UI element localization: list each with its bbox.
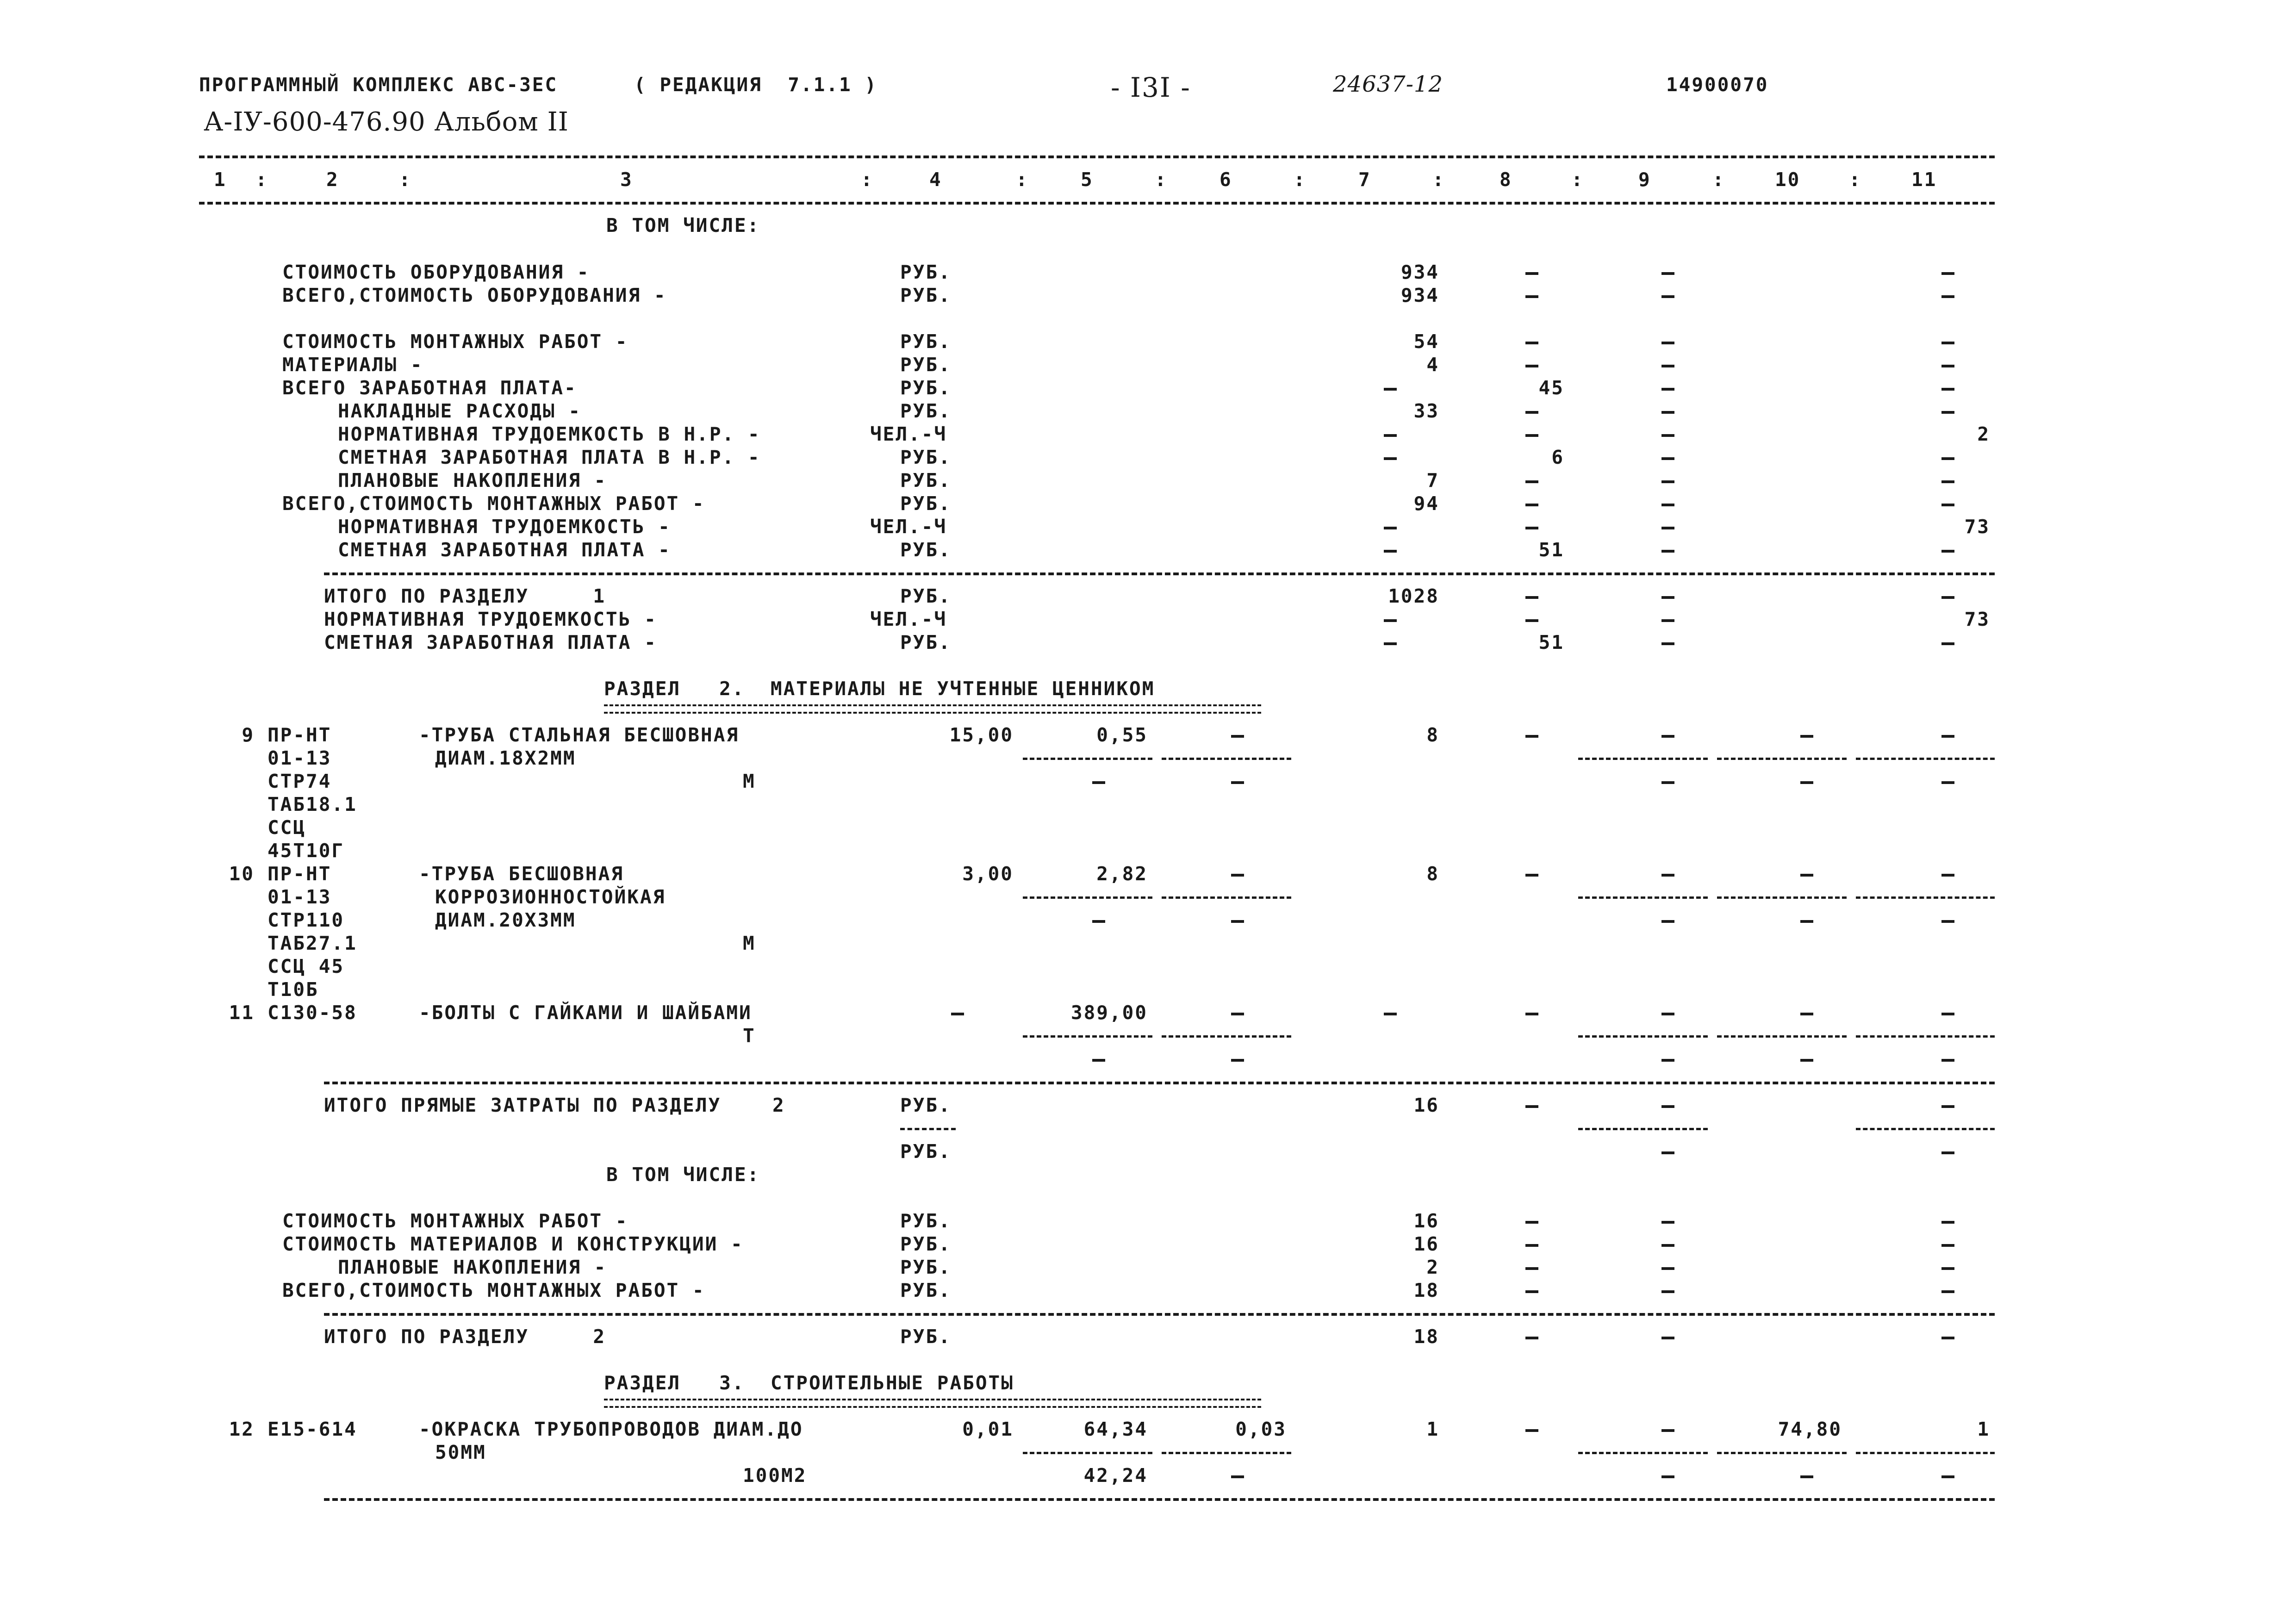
incl-heading: В ТОМ ЧИСЛЕ: [606,214,760,236]
col-header-9: 9 [1638,168,1651,191]
dash-mark [1525,619,1538,622]
dash-mark [1661,434,1674,437]
dash-mark [1525,1221,1538,1224]
dash-mark [1661,1290,1674,1293]
dash-mark [1941,295,1954,298]
dash-mark [1525,1105,1538,1108]
dash-mark [1941,1337,1954,1339]
dash-mark [1525,295,1538,298]
dash-mark [1800,874,1813,877]
cell-rule [1717,1035,1847,1038]
col-header-2: 2 [326,168,339,191]
dash-mark [1941,1059,1954,1062]
album-title: А-IУ-600-476.90 Альбом II [204,107,569,137]
cell-rule [1856,758,1995,760]
dash-mark [1661,504,1674,506]
cell-rule [1162,896,1291,899]
dash-mark [1941,365,1954,367]
col-header-3: 3 [620,168,633,191]
dash-mark [1525,1013,1538,1015]
dash-mark [1800,735,1813,738]
cell-rule [1023,896,1152,899]
cell-rule [1856,1035,1995,1038]
dash-mark [1661,1013,1674,1015]
section3-bottom-rule [324,1498,1995,1501]
dash-mark [1941,480,1954,483]
dash-mark [1231,1059,1244,1062]
section3-title: РАЗДЕЛ 3. СТРОИТЕЛЬНЫЕ РАБОТЫ [604,1372,1014,1394]
dash-mark [1525,1429,1538,1432]
dash-mark [1941,596,1954,599]
section1-total-rule [324,572,1995,575]
dash-mark [1525,1244,1538,1247]
dash-mark [1384,388,1397,391]
doc-number: 14900070 [1666,74,1769,96]
dash-mark [1661,411,1674,414]
dash-mark [1092,781,1105,784]
dash-mark [1941,457,1954,460]
dash-mark [1941,550,1954,553]
dash-mark [1941,1290,1954,1293]
dash-mark [1661,295,1674,298]
dash-mark [1525,596,1538,599]
dash-mark [1941,342,1954,344]
dash-mark [1661,874,1674,877]
dash-mark [1525,1290,1538,1293]
page-number: - I3I - [1111,72,1191,103]
dash-mark [1661,1151,1674,1154]
dash-mark [1941,1013,1954,1015]
cell-rule [1717,758,1847,760]
dash-mark [1661,1429,1674,1432]
dash-mark [1525,1267,1538,1270]
cell-rule [1162,758,1291,760]
dash-mark [1092,1059,1105,1062]
dash-mark [1941,272,1954,275]
cell-rule [1717,896,1847,899]
dash-mark [1800,1059,1813,1062]
section2-title: РАЗДЕЛ 2. МАТЕРИАЛЫ НЕ УЧТЕННЫЕ ЦЕННИКОМ [604,678,1155,700]
cell-rule [1856,896,1995,899]
cell-rule [1578,1035,1708,1038]
dash-mark [1525,1337,1538,1339]
dash-mark [1661,619,1674,622]
dash-mark [1661,388,1674,391]
section3-underline [604,1399,1261,1408]
cell-rule [1578,896,1708,899]
dash-mark [1941,1105,1954,1108]
dash-mark [1525,874,1538,877]
dash-mark [1525,527,1538,529]
dash-mark [1661,365,1674,367]
dash-mark [1661,1059,1674,1062]
col-header-5: 5 [1081,168,1094,191]
dash-mark [1661,596,1674,599]
cell-rule [1578,1452,1708,1454]
dash-mark [1525,504,1538,506]
col-header-11: 11 [1911,168,1937,191]
dash-mark [1941,1267,1954,1270]
dash-mark [1941,920,1954,923]
dash-mark [1941,1475,1954,1478]
dash-mark [1941,1151,1954,1154]
dash-mark [1941,411,1954,414]
col-header-7: 7 [1358,168,1371,191]
dash-mark [1800,1013,1813,1015]
dash-mark [1661,642,1674,645]
dash-mark [1525,480,1538,483]
cell-rule [1578,758,1708,760]
cell-rule [1717,1452,1847,1454]
dash-mark [1384,619,1397,622]
cell-rule [1162,1452,1291,1454]
dash-mark [1661,480,1674,483]
dash-mark [1384,527,1397,529]
table-header-rule [199,202,1995,205]
dash-mark [1941,781,1954,784]
dash-mark [1525,411,1538,414]
cell-rule [1023,1452,1152,1454]
edition: ( РЕДАКЦИЯ 7.1.1 ) [634,74,877,96]
dash-mark [1384,1013,1397,1015]
dash-mark [1661,1105,1674,1108]
dash-mark [1525,735,1538,738]
dash-mark [1384,550,1397,553]
dash-mark [1384,642,1397,645]
dash-mark [1661,1221,1674,1224]
col-header-4: 4 [929,168,942,191]
dash-mark [1941,735,1954,738]
cell-rule [1023,1035,1152,1038]
dash-mark [1231,1475,1244,1478]
dash-mark [1231,874,1244,877]
col-header-1: 1 [214,168,227,191]
dash-mark [1941,504,1954,506]
handwritten-code: 24637-12 [1333,71,1443,97]
dash-mark [1661,272,1674,275]
dash-mark [1525,342,1538,344]
cell-rule [1856,1452,1995,1454]
cell-rule [1162,1035,1291,1038]
dash-mark [1661,1244,1674,1247]
dash-mark [1661,735,1674,738]
cell-rule [900,1128,956,1130]
table-top-rule [199,156,1995,158]
dash-mark [1661,920,1674,923]
dash-mark [1941,1221,1954,1224]
dash-mark [1941,388,1954,391]
dash-mark [1661,781,1674,784]
dash-mark [1661,550,1674,553]
dash-mark [1661,457,1674,460]
dash-mark [1384,434,1397,437]
dash-mark [1231,781,1244,784]
col-header-6: 6 [1220,168,1232,191]
dash-mark [1525,434,1538,437]
dash-mark [1661,527,1674,529]
section2-total-rule [324,1313,1995,1316]
dash-mark [1525,365,1538,367]
col-header-8: 8 [1500,168,1512,191]
dash-mark [1231,920,1244,923]
dash-mark [1661,1337,1674,1339]
col-header-10: 10 [1775,168,1801,191]
dash-mark [1231,1013,1244,1015]
dash-mark [1092,920,1105,923]
dash-mark [1661,1267,1674,1270]
dash-mark [1661,1475,1674,1478]
dash-mark [1800,781,1813,784]
section2-underline [604,704,1261,714]
cell-rule [1856,1128,1995,1130]
dash-mark [1661,342,1674,344]
program-name: ПРОГРАММНЫЙ КОМПЛЕКС АВС-3ЕС [199,74,558,96]
dash-mark [1800,920,1813,923]
dash-mark [951,1013,964,1015]
dash-mark [1941,874,1954,877]
cell-rule [1023,758,1152,760]
incl-heading: В ТОМ ЧИСЛЕ: [606,1164,760,1186]
section2-items-rule [324,1082,1995,1084]
dash-mark [1941,1244,1954,1247]
dash-mark [1231,735,1244,738]
cell-rule [1578,1128,1708,1130]
dash-mark [1941,642,1954,645]
dash-mark [1525,272,1538,275]
dash-mark [1384,457,1397,460]
dash-mark [1800,1475,1813,1478]
